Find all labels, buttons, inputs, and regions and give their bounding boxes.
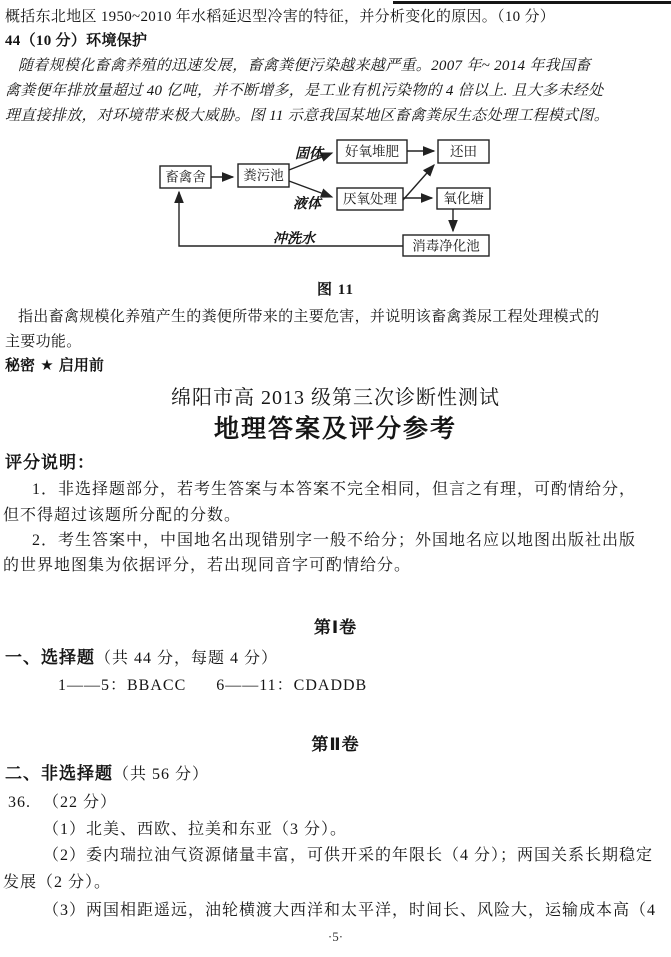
return-to-field-label: 还田 [450,144,477,159]
diagram-node-disinfection-pool [403,235,489,256]
waste-treatment-flow-diagram [0,130,671,265]
diagram-node-anaerobic-treatment [337,188,403,210]
secrecy-notice: 秘密 ★ 启用前 [5,356,104,374]
q44-material-line3: 理直接排放，对环境带来极大威胁。图 11 示意我国某地区畜禽粪尿生态处理工程模式图。 [5,108,609,124]
q36-answer2-line1: （2）委内瑞拉油气资源储量丰富，可供开采的年限长（4 分）；两国关系长期稳定 [43,847,654,864]
q36-score: （22 分） [43,794,118,811]
q44-task-line2: 主要功能。 [5,334,82,350]
page-number: ·5· [327,929,344,944]
disinfection-pool-label: 消毒净化池 [412,238,480,254]
scoring-notes-heading: 评分说明： [5,453,95,473]
diagram-node-oxidation-pond [437,188,490,209]
figure-caption: 图 11 [317,282,354,298]
diagram-node-livestock-house [160,166,211,188]
edge-label-solid: 固体 [295,147,323,162]
edge-label-liquid: 液体 [293,197,321,212]
diagram-node-aerobic-compost [337,140,407,163]
scoring-note2-line1: 2．考生答案中，中国地名出现错别字一般不给分；外国地名应以地图出版社出版 [32,532,637,549]
mc-answers-1to5: 1——5：BBACC [58,677,187,694]
part1-heading: 第Ⅰ卷 [313,618,358,638]
section1-detail: （共 44 分，每题 4 分） [95,650,279,667]
diagram-node-return-to-field [438,140,489,163]
q36-answer2-line2: 发展（2 分）。 [3,874,112,891]
anaerobic-treatment-label: 厌氧处理 [343,191,397,207]
section2-detail: （共 56 分） [113,766,210,783]
part2-heading: 第Ⅱ卷 [311,735,360,755]
section2-label: 二、非选择题 [5,764,113,784]
q44-heading: 44（10 分）环境保护 [5,33,148,49]
exam-title: 绵阳市高 2013 级第三次诊断性测试 [171,387,500,409]
q36-answer1: （1）北美、西欧、拉美和东亚（3 分）。 [43,821,348,838]
scoring-note1-line1: 1．非选择题部分，若考生答案与本答案不完全相同，但言之有理，可酌情给分， [32,481,637,498]
page-top-rule [393,1,671,4]
aerobic-compost-label: 好氧堆肥 [345,144,399,159]
oxidation-pond-label: 氧化塘 [443,191,484,206]
exam-fragment-line1: 概括东北地区 1950~2010 年水稻延迟型冷害的特征，并分析变化的原因。（10 分） [5,9,556,25]
section1-label: 一、选择题 [5,648,95,668]
q44-material-line1: 随着规模化畜禽养殖的迅速发展，畜禽粪便污染越来越严重。2007 年~ 2014 年我国畜 [18,58,591,74]
edge-label-flushing-water: 冲洗水 [273,232,315,247]
mc-answers-6to11: 6——11：CDADDB [216,677,368,694]
scoring-note2-line2: 的世界地图集为依据评分，若出现同音字可酌情给分。 [3,557,412,574]
edge-anaerobic-to-field [403,165,434,200]
doc-title: 地理答案及评分参考 [213,414,457,443]
diagram-node-manure-pool [238,164,289,187]
q44-material-line2: 禽粪便年排放量超过 40 亿吨，并不断增多，是工业有机污染物的 4 倍以上. 且大多未经处 [5,83,604,99]
edge-manure-to-anaerobic [289,181,332,197]
q36-answer3-line1: （3）两国相距遥远，油轮横渡大西洋和太平洋，时间长、风险大，运输成本高（4 [43,902,657,919]
scoring-note1-line2: 但不得超过该题所分配的分数。 [3,507,242,524]
q36-number: 36. [8,794,31,811]
livestock-house-label: 畜禽舍 [165,169,206,185]
q44-task-line1: 指出畜禽规模化养殖产生的粪便所带来的主要危害，并说明该畜禽粪尿工程处理模式的 [18,309,600,325]
manure-pool-label: 粪污池 [243,168,284,183]
